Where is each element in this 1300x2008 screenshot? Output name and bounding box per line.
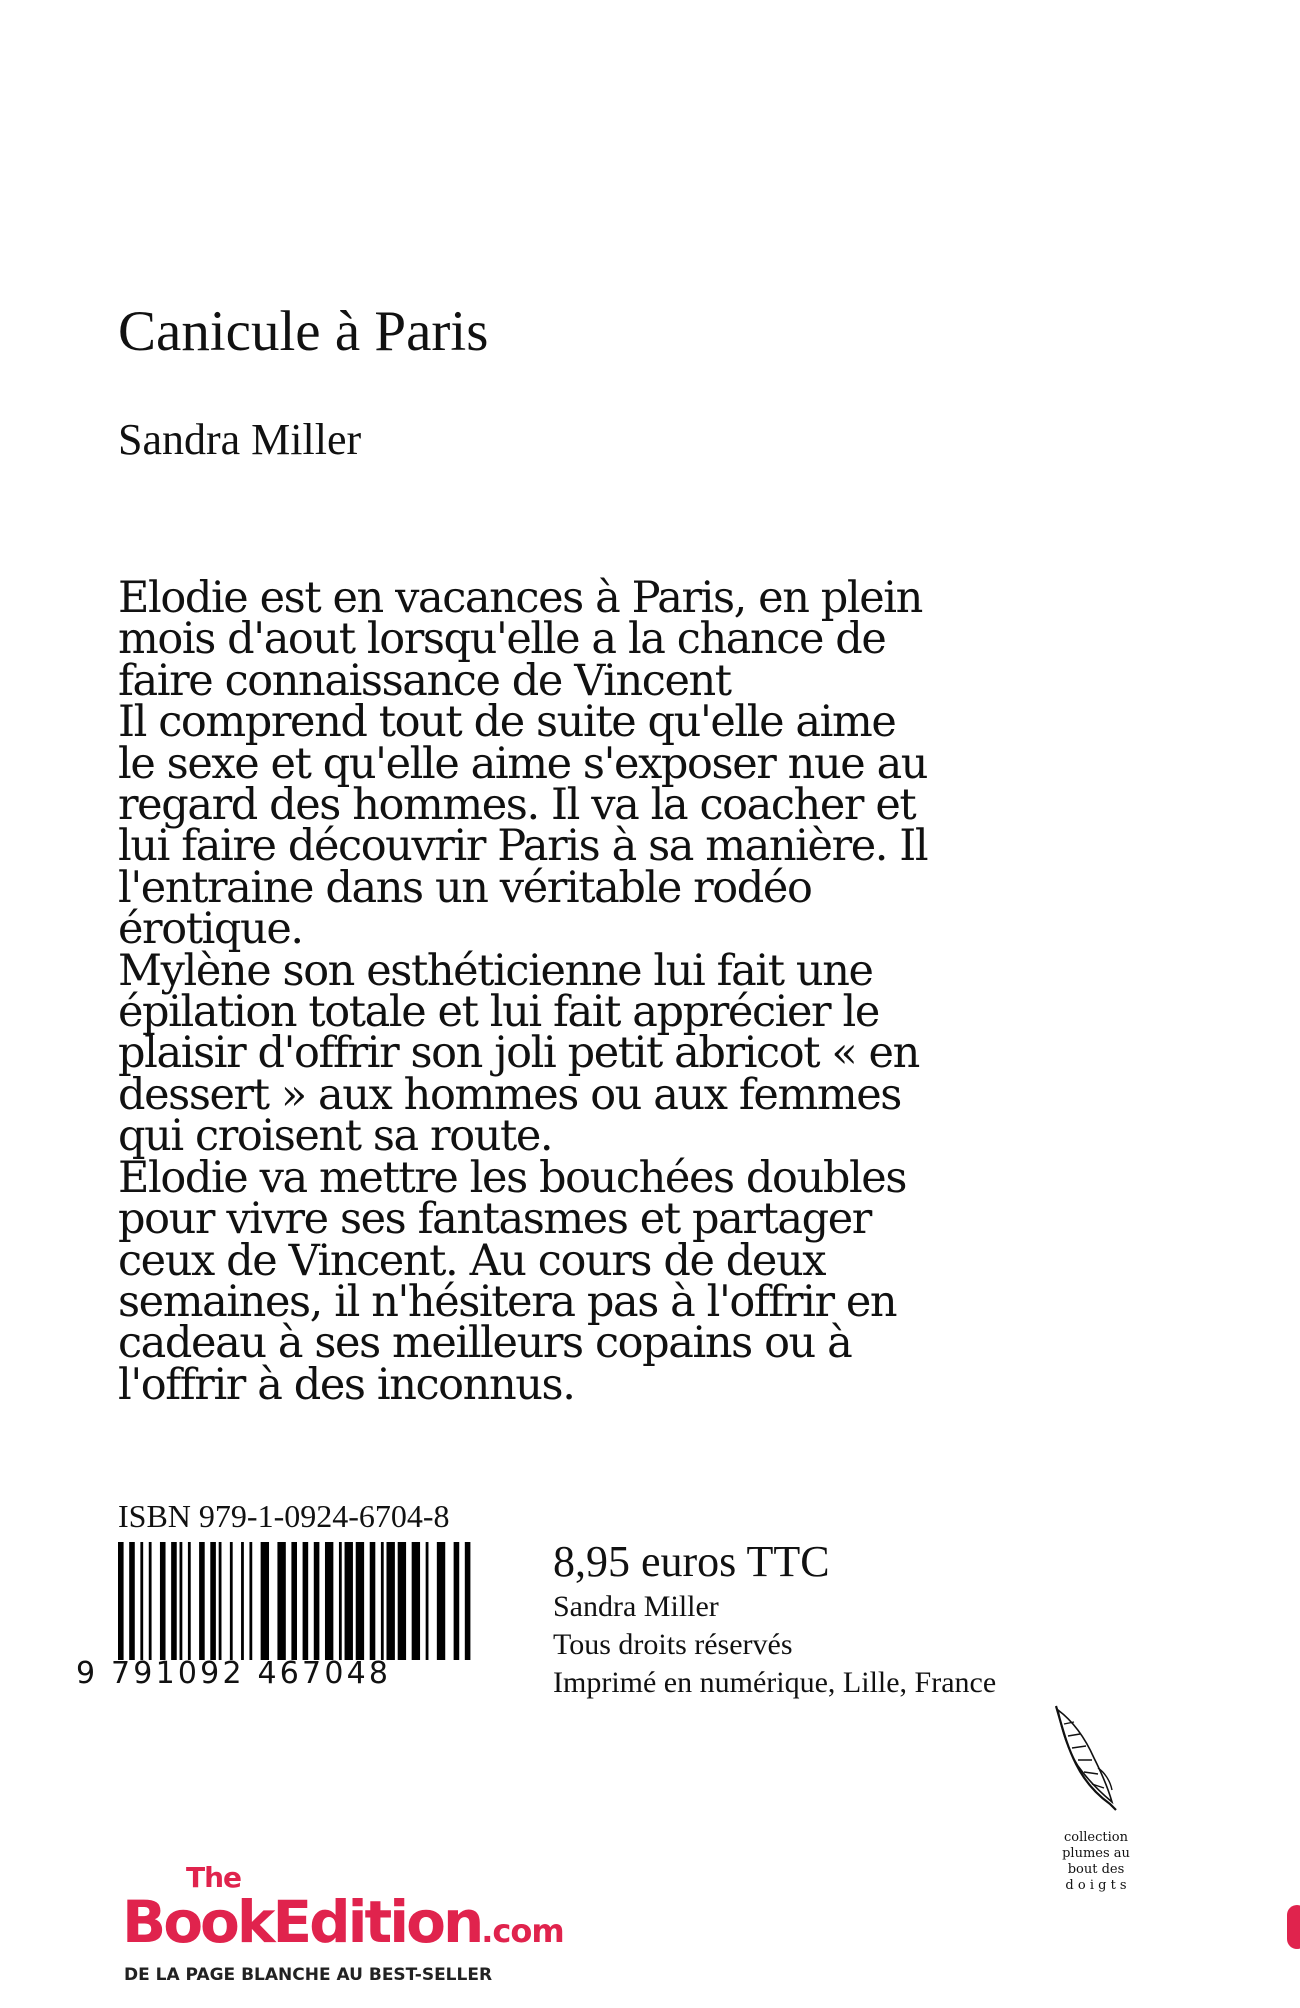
blurb-line: Elodie est en vacances à Paris, en plein — [118, 573, 922, 623]
barcode-bar — [277, 1542, 285, 1660]
book-author: Sandra Miller — [118, 415, 362, 464]
barcode-bar — [465, 1542, 471, 1660]
blurb-line: plaisir d'offrir son joli petit abricot « en — [118, 1028, 919, 1079]
barcode-bar — [210, 1542, 216, 1660]
blurb-line: faire connaissance de Vincent — [118, 655, 731, 706]
barcode-bar — [160, 1542, 166, 1660]
logo-wordmark — [122, 1888, 564, 1962]
blurb-line: Il comprend tout de suite qu'elle aime — [118, 697, 896, 748]
barcode-bar — [149, 1542, 152, 1660]
blurb-line: regard des hommes. Il va la coacher et — [118, 780, 916, 831]
blurb-line: épilation totale et lui fait apprécier le — [118, 987, 879, 1038]
blurb-line: Mylène son esthéticienne lui fait une — [118, 945, 873, 996]
price: 8,95 euros TTC — [553, 1537, 830, 1586]
isbn-label: ISBN 979-1-0924-6704-8 — [118, 1498, 450, 1534]
barcode-bar — [118, 1542, 124, 1660]
barcode-bar — [398, 1542, 406, 1660]
blurb-line: l'entraine dans un véritable rodéo — [118, 862, 812, 913]
barcode-bar — [171, 1542, 177, 1660]
barcode-bar — [412, 1542, 420, 1660]
collection-line: bout des — [1067, 1862, 1125, 1877]
blurb-line: ceux de Vincent. Au cours de deux — [118, 1235, 826, 1286]
collection-line: collection — [1064, 1830, 1128, 1845]
barcode-bar — [339, 1542, 342, 1660]
blurb-line: pour vivre ses fantasmes et partager — [118, 1194, 871, 1245]
barcode-bar — [219, 1542, 222, 1660]
barcode-bar — [180, 1542, 183, 1660]
book-blurb — [118, 573, 998, 1410]
info-printed: Imprimé en numérique, Lille, France — [553, 1666, 997, 1699]
barcode-bar — [140, 1542, 143, 1660]
collection-label — [1052, 1830, 1140, 1894]
logo-tagline: DE LA PAGE BLANCHE AU BEST-SELLER — [124, 1965, 493, 1985]
publisher-logo — [122, 1855, 722, 1985]
blurb-line: le sexe et qu'elle aime s'exposer nue au — [118, 738, 928, 789]
logo-name: BookEdition — [122, 1888, 482, 1956]
blurb-line: érotique. — [118, 904, 303, 955]
barcode-bar — [345, 1542, 353, 1660]
barcode-bar — [291, 1542, 297, 1660]
barcode-bar — [437, 1542, 445, 1660]
barcode-digits: 9 791092 467048 — [76, 1656, 392, 1691]
barcode-bar — [261, 1542, 269, 1660]
info-rights: Tous droits réservés — [553, 1628, 793, 1661]
blurb-line: dessert » aux hommes ou aux femmes — [118, 1069, 901, 1120]
barcode-icon — [118, 1542, 476, 1660]
barcode-bar — [188, 1542, 191, 1660]
blurb-line: mois d'aout lorsqu'elle a la chance de — [118, 614, 886, 665]
barcode-bar — [426, 1542, 429, 1660]
blurb-line: semaines, il n'hésitera pas à l'offrir en — [118, 1276, 897, 1327]
logo-domain: .com — [481, 1912, 564, 1950]
feather-quill-icon — [1052, 1700, 1120, 1820]
collection-line: d o i g t s — [1065, 1878, 1127, 1893]
barcode-bar — [325, 1542, 333, 1660]
barcode-bar — [249, 1542, 252, 1660]
barcode-bar — [303, 1542, 309, 1660]
barcode-bar — [230, 1542, 233, 1660]
collection-line: plumes au — [1062, 1846, 1130, 1861]
book-title: Canicule à Paris — [118, 300, 489, 363]
blurb-line: l'offrir à des inconnus. — [118, 1359, 575, 1410]
blurb-line: qui croisent sa route. — [118, 1111, 553, 1162]
barcode-bar — [241, 1542, 244, 1660]
barcode-bar — [387, 1542, 395, 1660]
blurb-line: cadeau à ses meilleurs copains ou à — [118, 1318, 852, 1369]
barcode-bar — [356, 1542, 364, 1660]
info-author: Sandra Miller — [553, 1590, 719, 1623]
barcode-bar — [381, 1542, 384, 1660]
barcode-bar — [370, 1542, 376, 1660]
edge-mark — [1287, 1905, 1300, 1949]
logo-the: The — [186, 1861, 242, 1894]
barcode-bar — [314, 1542, 320, 1660]
blurb-line: lui faire découvrir Paris à sa manière. Il — [118, 821, 928, 872]
blurb-line: Elodie va mettre les bouchées doubles — [118, 1152, 907, 1203]
barcode-bar — [129, 1542, 135, 1660]
barcode-bar — [454, 1542, 460, 1660]
barcode-bar — [199, 1542, 205, 1660]
